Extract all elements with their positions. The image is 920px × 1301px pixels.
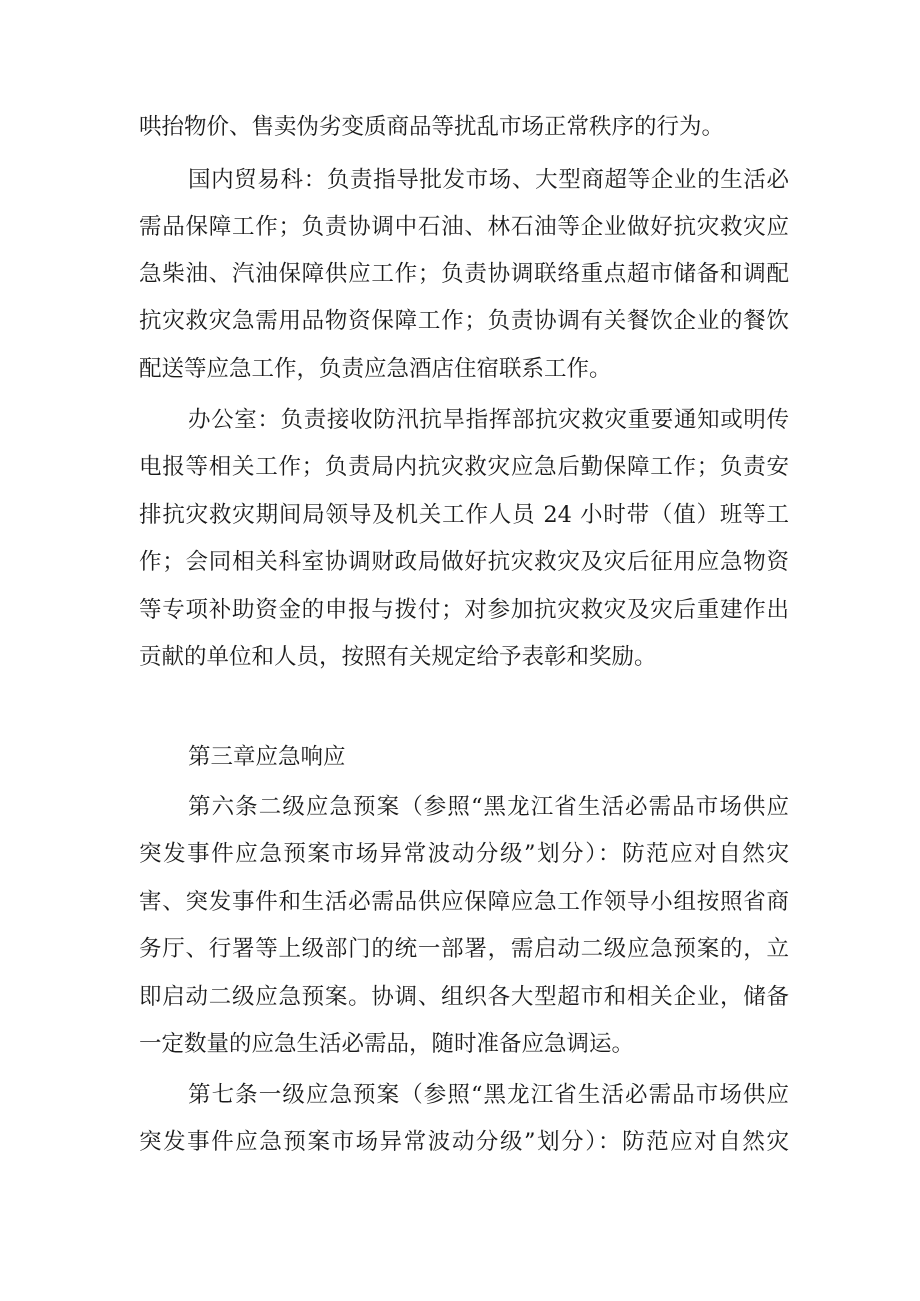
text-line: 一定数量的应急生活必需品，随时准备应急调运。 [139,1031,635,1057]
text-line: 害、突发事件和生活必需品供应保障应急工作领导小组按照省商 [139,889,789,915]
text-line: 作；会同相关科室协调财政局做好抗灾救灾及灾后征用应急物资 [139,549,789,575]
text-line: 电报等相关工作；负责局内抗灾救灾应急后勤保障工作；负责安 [139,454,789,480]
text-line: 哄抬物价、售卖伪劣变质商品等扰乱市场正常秩序的行为。 [139,114,725,140]
text-line: 第七条一级应急预案（参照“黑龙江省生活必需品市场供应 [188,1082,789,1108]
text-line: 务厅、行署等上级部门的统一部署，需启动二级应急预案的，立 [139,936,789,962]
text-line: 等专项补助资金的申报与拨付；对参加抗灾救灾及灾后重建作出 [139,597,789,623]
text-line: 即启动二级应急预案。协调、组织各大型超市和相关企业，储备 [139,984,789,1010]
text-line: 抗灾救灾急需用品物资保障工作；负责协调有关餐饮企业的餐饮 [139,308,789,334]
text-line: 突发事件应急预案市场异常波动分级”划分）：防范应对自然灾 [139,841,789,867]
text-line: 第六条二级应急预案（参照“黑龙江省生活必需品市场供应 [188,794,789,820]
chapter-heading: 第三章应急响应 [188,744,346,770]
text-line: 突发事件应急预案市场异常波动分级”划分）：防范应对自然灾 [139,1129,789,1155]
text-line: 贡献的单位和人员，按照有关规定给予表彰和奖励。 [139,644,657,670]
text-line: 排抗灾救灾期间局领导及机关工作人员 24 小时带（值）班等工 [139,502,789,528]
text-line: 办公室：负责接收防汛抗旱指挥部抗灾救灾重要通知或明传 [188,407,789,433]
text-line: 国内贸易科：负责指导批发市场、大型商超等企业的生活必 [188,167,789,193]
text-line: 配送等应急工作，负责应急酒店住宿联系工作。 [139,356,612,382]
text-line: 急柴油、汽油保障供应工作；负责协调联络重点超市储备和调配 [139,261,789,287]
text-line: 需品保障工作；负责协调中石油、林石油等企业做好抗灾救灾应 [139,214,789,240]
